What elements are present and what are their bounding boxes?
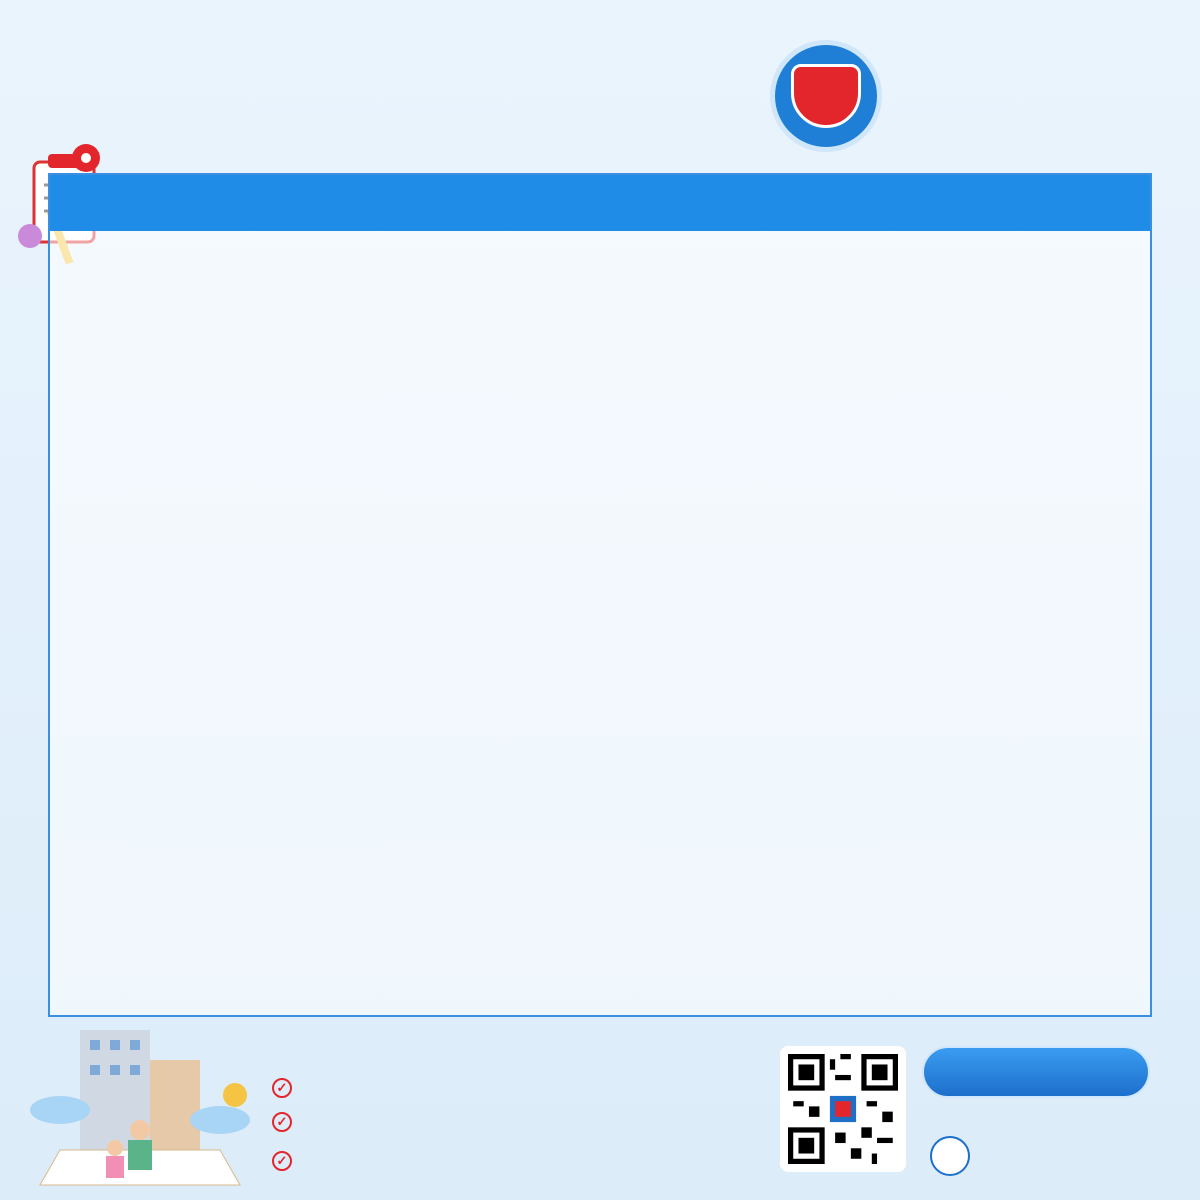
logo-monogram bbox=[791, 64, 861, 128]
schedule-table bbox=[48, 173, 1152, 1017]
qr-code[interactable] bbox=[780, 1046, 906, 1172]
afternoon-hours-line bbox=[272, 1112, 302, 1132]
qr-code-icon bbox=[788, 1054, 898, 1164]
hospital-logo bbox=[770, 40, 882, 152]
check-circle-icon: ✓ bbox=[272, 1151, 292, 1171]
hospital-building-illustration bbox=[20, 1020, 260, 1190]
register-consultation-button[interactable] bbox=[922, 1046, 1150, 1098]
working-days-line bbox=[272, 1146, 330, 1175]
header-row bbox=[50, 175, 1150, 231]
support-247-icon bbox=[930, 1136, 970, 1176]
morning-hours-line bbox=[272, 1078, 302, 1098]
check-circle-icon: ✓ bbox=[272, 1078, 292, 1098]
check-circle-icon: ✓ bbox=[272, 1112, 292, 1132]
